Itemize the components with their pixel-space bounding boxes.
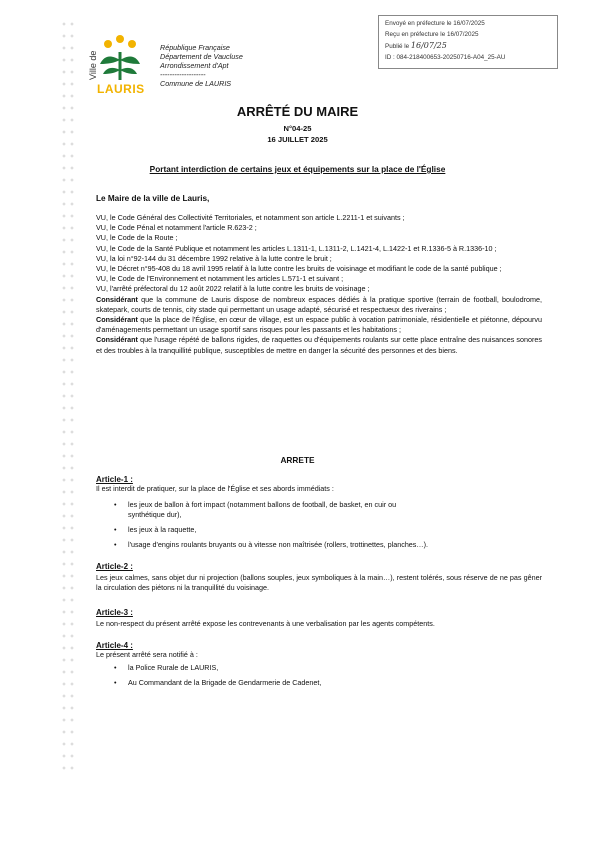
bullet-dot-icon: • — [114, 525, 117, 535]
departement-line: Département de Vaucluse — [160, 52, 243, 61]
consideration-paragraph — [96, 335, 542, 355]
consideration-text: VU, la loi n°92-144 du 31 décembre 1992 relative à la lutte contre le bruit ; — [96, 253, 332, 263]
bullet-dot-icon: • — [114, 678, 117, 688]
republique-line: République Française — [160, 43, 230, 52]
document-subject: Portant interdiction de certains jeux et équipements sur la place de l'Église — [149, 164, 446, 174]
considerations-block — [96, 213, 542, 356]
consideration-text: que la place de l'Église, en cœur de village, est un espace public à vocation patrimoniale, résidentielle et piétonne, dépourvu d'aménagements permettant un usage sportif sans risques pour les passants et les habitations ; — [96, 315, 542, 335]
consideration-paragraph — [96, 295, 542, 315]
article-3-text: Le non-respect du présent arrêté expose les contrevenants à une verbalisation par les agents compétents. — [96, 618, 435, 628]
document-title: ARRÊTÉ DU MAIRE — [236, 104, 359, 119]
list-item-text: la Police Rurale de LAURIS, — [128, 663, 219, 673]
commune-line: Commune de LAURIS — [160, 79, 232, 88]
logo-vertical-text: Ville de — [88, 50, 98, 80]
consideration-text: VU, le Code de la Santé Publique et notamment les articles L.1311-1, L.1311-2, L.1421-4, L.1422-1 et R.1336-5 à R.1336-10 ; — [96, 243, 497, 253]
list-item — [110, 663, 542, 673]
article-1-title: Article-1 : — [96, 475, 133, 484]
consideration-paragraph — [96, 254, 542, 264]
consideration-text: VU, l'arrêté préfectoral du 12 août 2022 relatif à la lutte contre les bruits de voisinage ; — [96, 284, 370, 294]
article-1 — [96, 475, 542, 550]
list-item-text: Au Commandant de la Brigade de Gendarmerie de Cadenet, — [128, 678, 322, 688]
arrete-heading: ARRETE — [280, 455, 315, 465]
prefecture-stamp — [378, 15, 558, 69]
consideration-keyword: Considérant — [96, 294, 138, 304]
consideration-paragraph — [96, 315, 542, 335]
article-2-text: Les jeux calmes, sans objet dur ni projection (ballons souples, jeux symboliques à la main…), restent tolérés, sous réserve de ne pas gêner la circulation des piétons ni la tranquillité du voisinage. — [96, 573, 542, 593]
list-item-text: les jeux de ballon à fort impact (notamment ballons de football, de basket, en cuir ou synthétique dur), — [128, 500, 397, 520]
stamp-id-line: ID : 084-218400653-20250716-A04_25-AU — [385, 54, 506, 61]
article-3-title: Article-3 : — [96, 607, 133, 617]
consideration-text: VU, le Code de la Route ; — [96, 233, 178, 243]
arrete-date: 16 JUILLET 2025 — [267, 135, 328, 144]
list-item-text: l'usage d'engins roulants bruyants ou à vitesse non maîtrisée (rollers, trottinettes, planches…). — [128, 540, 428, 550]
consideration-text: que l'usage répété de ballons rigides, de raquettes ou d'équipements roulants sur cette place entraîne des nuisances sonores et des troubles à la tranquillité publique, susceptibles de mettre en danger la sécurité des personnes et des biens. — [96, 335, 542, 355]
consideration-text: VU, le Code Pénal et notamment l'article R.623-2 ; — [96, 223, 257, 233]
arrondissement-line: Arrondissement d'Apt — [160, 61, 229, 70]
list-item — [110, 540, 558, 550]
consideration-text: VU, le Code Général des Collectivité Territoriales, et notamment son article L.2211-1 et suivants ; — [96, 213, 405, 222]
article-1-list — [110, 500, 428, 550]
arrete-number: N°04-25 — [283, 124, 312, 133]
stamp-sent-line: Envoyé en préfecture le 16/07/2025 — [385, 20, 485, 27]
consideration-text: VU, le Décret n°95-408 du 18 avril 1995 relatif à la lutte contre les bruits de voisinage et modifiant le code de la santé publique ; — [96, 264, 502, 274]
stamp-received-line: Reçu en préfecture le 16/07/2025 — [385, 31, 479, 38]
stamp-published-label: Publié le — [385, 43, 410, 50]
consideration-paragraph — [96, 213, 542, 223]
list-item — [110, 678, 542, 688]
consideration-paragraph — [96, 233, 542, 243]
stamp-published-line — [385, 40, 551, 52]
article-2 — [96, 562, 542, 593]
consideration-keyword: Considérant — [96, 335, 138, 345]
bullet-dot-icon: • — [114, 500, 117, 510]
article-1-text: Il est interdit de pratiquer, sur la place de l'Église et ses abords immédiats : — [96, 484, 334, 493]
consideration-paragraph — [96, 274, 542, 284]
consideration-text: que la commune de Lauris dispose de nombreux espaces dédiés à la pratique sportive (terrain de football, boulodrome, skatepark, courts de tennis, city stade qui permettant un usage adapté, sécurisé et respectueux des riverains ; — [96, 294, 542, 314]
article-2-title: Article-2 : — [96, 562, 133, 572]
prefecture-block — [160, 43, 243, 88]
list-item-text: les jeux à la raquette, — [128, 525, 197, 535]
separator-line: ------------------- — [160, 70, 206, 79]
consideration-paragraph — [96, 264, 542, 274]
consideration-paragraph — [96, 284, 542, 294]
article-4-text: Le présent arrêté sera notifié à : — [96, 649, 198, 659]
consideration-paragraph — [96, 244, 542, 254]
stamp-published-date: 16/07/25 — [410, 41, 447, 50]
list-item — [110, 500, 410, 520]
intro-line: Le Maire de la ville de Lauris, — [96, 194, 210, 203]
article-4-list — [110, 663, 542, 688]
consideration-text: VU, le Code de l'Environnement et notamment les articles L.571-1 et suivant ; — [96, 274, 344, 284]
article-4-title: Article-4 : — [96, 640, 133, 650]
article-4 — [96, 641, 542, 688]
article-3 — [96, 608, 542, 629]
logo-name: LAURIS — [97, 82, 145, 96]
consideration-keyword: Considérant — [96, 315, 138, 325]
consideration-paragraph — [96, 223, 542, 233]
articles-block — [96, 475, 542, 693]
bullet-dot-icon: • — [114, 663, 117, 673]
list-item — [110, 525, 410, 535]
bullet-dot-icon: • — [114, 540, 117, 550]
